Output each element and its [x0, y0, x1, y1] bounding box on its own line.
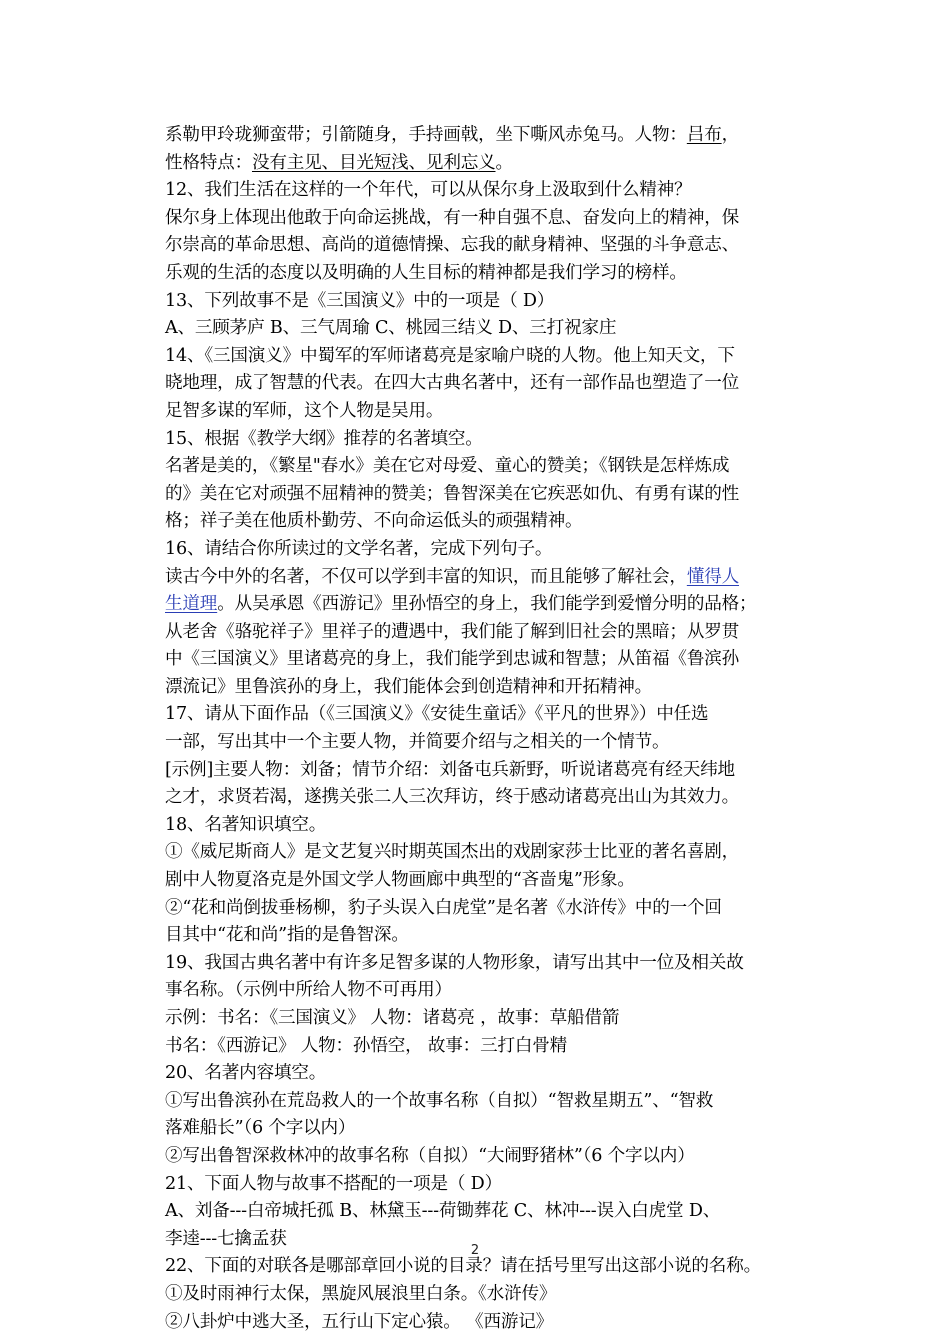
text-segment: 读古今中外的名著，不仅可以学到丰富的知识，而且能够了解社会，	[165, 566, 687, 587]
text-segment: 14、《三国演义》中蜀军的军师诸葛亮是家喻户晓的人物。他上知天文，下	[165, 345, 735, 366]
text-line	[165, 977, 815, 1005]
text-segment: 22、下面的对联各是哪部章回小说的目录？请在括号里写出这部小说的名称。	[165, 1256, 761, 1277]
text-segment: 事名称。（示例中所给人物不可再用）	[165, 980, 452, 1001]
text-line	[165, 1198, 815, 1226]
text-segment: 16、请结合你所读过的文学名著，完成下列句子。	[165, 538, 553, 559]
text-segment: 18、名著知识填空。	[165, 814, 327, 835]
text-line	[165, 619, 815, 647]
text-segment: 一部，写出其中一个主要人物，并简要介绍与之相关的一个情节。	[165, 732, 670, 753]
text-line	[165, 1033, 815, 1061]
text-segment: 。从吴承恩《西游记》里孙悟空的身上，我们能学到爱憎分明的品格；	[217, 594, 757, 615]
text-segment: 格；祥子美在他质朴勤劳、不向命运低头的顽强精神。	[165, 511, 583, 532]
text-line	[165, 729, 815, 757]
text-segment: 足智多谋的军师，这个人物是吴用。	[165, 400, 444, 421]
text-line	[165, 1088, 815, 1116]
text-line	[165, 122, 815, 150]
underlined-answer: 没有主见、目光短浅、见利忘义	[251, 152, 496, 173]
text-segment: ②八卦炉中逃大圣，五行山下定心猿。 《西游记》	[165, 1311, 554, 1332]
text-line	[165, 1309, 815, 1337]
text-segment: 性格特点：	[165, 152, 252, 173]
text-segment: 目其中“花和尚”指的是鲁智深。	[165, 925, 409, 946]
text-line	[165, 564, 815, 592]
text-line	[165, 867, 815, 895]
text-line	[165, 453, 815, 481]
text-line	[165, 1005, 815, 1033]
text-line	[165, 812, 815, 840]
text-line	[165, 757, 815, 785]
text-segment: 保尔身上体现出他敢于向命运挑战，有一种自强不息、奋发向上的精神，保	[165, 207, 739, 228]
text-line	[165, 150, 815, 178]
text-segment: A、刘备---白帝城托孤 B、林黛玉---荷锄葬花 C、林冲---误入白虎堂 D、	[165, 1201, 721, 1222]
text-segment: A、三顾茅庐 B、三气周瑜 C、桃园三结义 D、三打祝家庄	[165, 318, 617, 339]
hyperlink[interactable]: 生道理	[165, 594, 218, 615]
text-segment: 的》美在它对顽强不屈精神的赞美；鲁智深美在它疾恶如仇、有勇有谋的性	[165, 483, 739, 504]
text-segment: ①写出鲁滨孙在荒岛救人的一个故事名称（自拟）“智救星期五”、“智救	[165, 1090, 714, 1111]
text-segment: 落难船长”（6 个字以内）	[165, 1118, 356, 1139]
text-line	[165, 370, 815, 398]
text-segment: 书名：《西游记》 人物：孙悟空， 故事：三打白骨精	[165, 1035, 568, 1056]
text-segment: ①及时雨神行太保，黑旋风展浪里白条。《水浒传》	[165, 1283, 557, 1304]
text-segment: 晓地理，成了智慧的代表。在四大古典名著中，还有一部作品也塑造了一位	[165, 373, 739, 394]
text-line	[165, 784, 815, 812]
text-line	[165, 1060, 815, 1088]
text-segment: [示例]主要人物：刘备；情节介绍：刘备屯兵新野，听说诸葛亮有经天纬地	[165, 759, 735, 780]
text-segment: 19、我国古典名著中有许多足智多谋的人物形象，请写出其中一位及相关故	[165, 952, 744, 973]
text-line	[165, 232, 815, 260]
hyperlink[interactable]: 懂得人	[686, 566, 740, 587]
text-segment: ②“花和尚倒拔垂杨柳，豹子头误入白虎堂”是名著《水浒传》中的一个回	[165, 897, 722, 918]
text-line	[165, 288, 815, 316]
text-line	[165, 398, 815, 426]
underlined-answer: 吕布	[686, 125, 722, 145]
text-segment: 13、下列故事不是《三国演义》中的一项是（ D）	[165, 290, 555, 311]
text-segment: 。	[495, 152, 513, 173]
text-line	[165, 839, 815, 867]
text-segment: 之才，求贤若渴，遂携关张二人三次拜访，终于感动诸葛亮出山为其效力。	[165, 787, 739, 808]
text-segment: 剧中人物夏洛克是外国文学人物画廊中典型的“吝啬鬼”形象。	[165, 870, 635, 891]
text-line	[165, 315, 815, 343]
text-segment: ，	[721, 125, 740, 145]
text-line	[165, 481, 815, 509]
text-line	[165, 260, 815, 288]
text-segment: 从老舍《骆驼祥子》里祥子的遭遇中，我们能了解到旧社会的黑暗；从罗贯	[165, 621, 739, 642]
text-line	[165, 1281, 815, 1309]
text-segment: 20、名著内容填空。	[165, 1063, 327, 1084]
text-line	[165, 205, 815, 233]
text-segment: 15、根据《教学大纲》推荐的名著填空。	[165, 428, 483, 449]
text-segment: 21、下面人物与故事不搭配的一项是（ D）	[165, 1173, 502, 1194]
text-line	[165, 343, 815, 371]
text-segment: 名著是美的，《繁星"春水》美在它对母爱、童心的赞美；《钢铁是怎样炼成	[165, 456, 730, 477]
text-line	[165, 922, 815, 950]
text-line	[165, 895, 815, 923]
text-line	[165, 508, 815, 536]
text-line	[165, 1143, 815, 1171]
text-segment: 示例：书名：《三国演义》 人物：诸葛亮 ，故事：草船借箭	[165, 1008, 620, 1028]
text-segment: 12、我们生活在这样的一个年代，可以从保尔身上汲取到什么精神？	[165, 180, 692, 201]
text-line	[165, 177, 815, 205]
text-segment: ①《威尼斯商人》是文艺复兴时期英国杰出的戏剧家莎士比亚的著名喜剧，	[165, 842, 739, 863]
text-line	[165, 1171, 815, 1199]
text-line	[165, 536, 815, 564]
text-segment: 尔崇高的革命思想、高尚的道德情操、忘我的献身精神、坚强的斗争意志、	[165, 235, 739, 256]
text-line	[165, 646, 815, 674]
text-line	[165, 1115, 815, 1143]
text-segment: 系勒甲玲珑狮蛮带；引箭随身，手持画戟，坐下嘶风赤兔马。人物：	[165, 125, 687, 145]
page-number: 2	[470, 1243, 480, 1258]
text-line	[165, 701, 815, 729]
text-segment: 乐观的生活的态度以及明确的人生目标的精神都是我们学习的榜样。	[165, 262, 687, 283]
text-line	[165, 426, 815, 454]
text-segment: 17、请从下面作品（《三国演义》《安徒生童话》《平凡的世界》）中任选	[165, 704, 709, 725]
document-body	[165, 122, 815, 1336]
text-line	[165, 591, 815, 619]
text-line	[165, 674, 815, 702]
text-segment: ②写出鲁智深救林冲的故事名称（自拟）“大闹野猪林”（6 个字以内）	[165, 1145, 695, 1166]
text-segment: 李逵---七擒孟获	[165, 1228, 287, 1249]
text-segment: 中《三国演义》里诸葛亮的身上，我们能学到忠诚和智慧；从笛福《鲁滨孙	[165, 649, 739, 670]
text-segment: 漂流记》里鲁滨孙的身上，我们能体会到创造精神和开拓精神。	[165, 676, 653, 697]
text-line	[165, 950, 815, 978]
